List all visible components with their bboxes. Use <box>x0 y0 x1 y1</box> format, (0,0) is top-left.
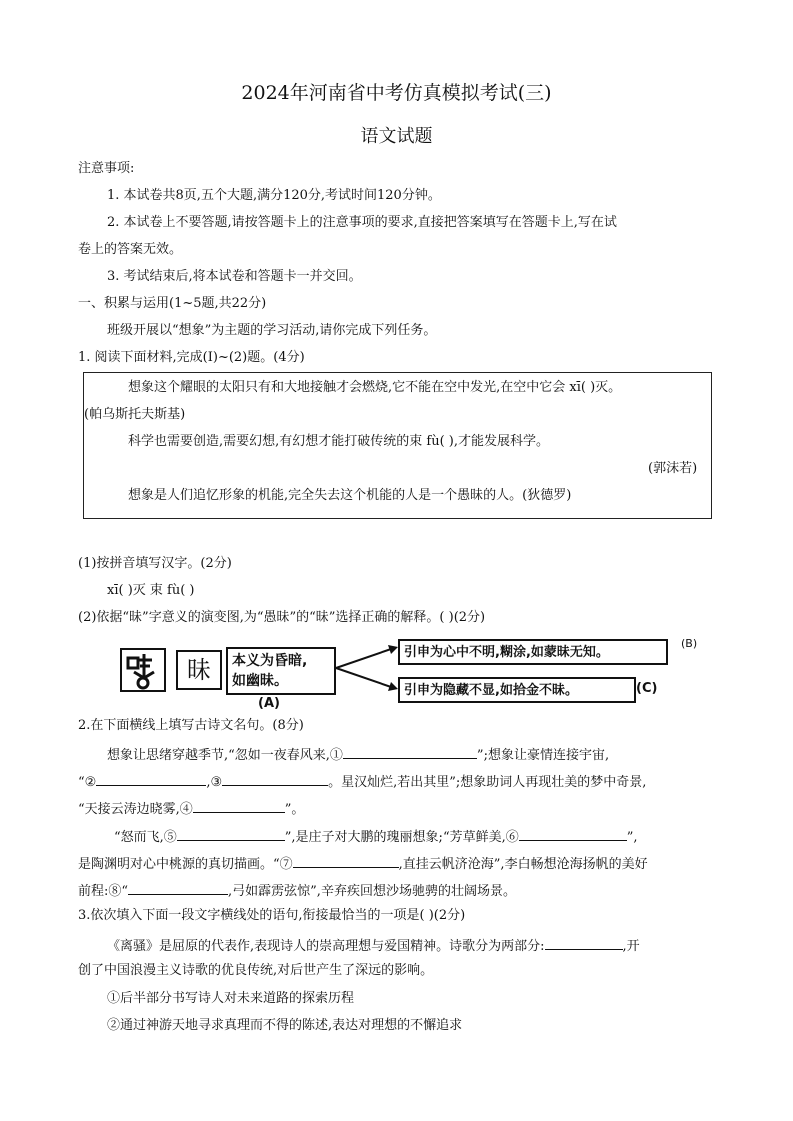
poem-text: ”, <box>626 830 638 845</box>
char-box: 昧 <box>176 650 222 690</box>
notice-item-2: 2. 本试卷上不要答题,请按答题卡上的注意事项的要求,直接把答案填写在答题卡上,写在试 <box>107 215 617 230</box>
subquestion-2: (2)依据“昧”字意义的演变图,为“愚昧”的“昧”选择正确的解释。( )(2分) <box>78 610 486 625</box>
answer-blank-4[interactable] <box>193 798 285 813</box>
label-a: (A) <box>258 696 280 711</box>
question-3: 3.依次填入下面一段文字横线处的语句,衔接最恰当的一项是( )(2分) <box>78 908 466 923</box>
material-p1: 想象这个耀眼的太阳只有和大地接触才会燃烧,它不能在空中发光,在空中它会 xī( )灭。 <box>128 380 622 395</box>
branch-b-box: 引申为心中不明,糊涂,如蒙昧无知。 <box>398 639 668 665</box>
poem-text: “怒而飞,⑤ <box>114 830 177 845</box>
branch-arrows <box>334 640 400 696</box>
poem-line-5 <box>78 853 648 874</box>
q3-option-1: ①后半部分书写诗人对未来道路的探索历程 <box>107 991 355 1006</box>
answer-blank-2[interactable] <box>96 771 206 786</box>
question-2: 2.在下面横线上填写古诗文名句。(8分) <box>78 718 304 733</box>
passage-text: 《离骚》是屈原的代表作,表现诗人的崇高理想与爱国精神。诗歌分为两部分: <box>107 939 545 954</box>
section-intro: 班级开展以“想象”为主题的学习活动,请你完成下列任务。 <box>107 323 437 338</box>
notice-heading: 注意事项: <box>78 161 135 176</box>
answer-blank-1[interactable] <box>343 744 477 759</box>
label-b: (B) <box>681 637 698 650</box>
page-title: 2024年河南省中考仿真模拟考试(三) <box>241 82 552 104</box>
page-subtitle: 语文试题 <box>360 126 433 147</box>
ancient-glyph-icon <box>120 648 166 692</box>
answer-blank-3[interactable] <box>222 771 328 786</box>
notice-item-1: 1. 本试卷共8页,五个大题,满分120分,考试时间120分钟。 <box>107 188 441 203</box>
subquestion-1-answer: xī( )灭 束 fù( ) <box>107 583 195 598</box>
material-p1-source: (帕乌斯托夫斯基) <box>84 407 186 422</box>
answer-blank-6[interactable] <box>519 826 627 841</box>
subquestion-1: (1)按拼音填写汉字。(2分) <box>78 556 232 571</box>
material-p2: 科学也需要创造,需要幻想,有幻想才能打破传统的束 fù( ),才能发展科学。 <box>128 434 549 449</box>
material-p2-source: (郭沫若) <box>648 461 698 476</box>
origin-text: 本义为昏暗, <box>232 653 308 669</box>
poem-text: ”,是庄子对大鹏的瑰丽想象;“芳草鲜美,⑥ <box>284 830 519 845</box>
poem-text: “② <box>78 775 97 790</box>
q3-answer-blank[interactable] <box>545 935 623 950</box>
question-1: 1. 阅读下面材料,完成(Ⅰ)~(2)题。(4分) <box>78 350 305 365</box>
notice-item-2-cont: 卷上的答案无效。 <box>78 242 183 257</box>
q3-passage-line-1 <box>107 935 640 956</box>
poem-text: ”;想象让豪情连接宇宙, <box>476 748 610 763</box>
origin-box <box>226 647 336 695</box>
branch-c-box: 引申为隐藏不显,如拾金不昧。 <box>398 677 636 703</box>
answer-blank-5[interactable] <box>177 826 285 841</box>
poem-line-2 <box>78 771 646 792</box>
poem-text: ,③ <box>206 775 223 790</box>
poem-text: ,直挂云帆济沧海”,李白畅想沧海扬帆的美好 <box>398 857 648 872</box>
poem-line-1 <box>107 744 609 765</box>
answer-blank-8[interactable] <box>128 880 228 895</box>
poem-text: 。星汉灿烂,若出其里”;想象助词人再现壮美的梦中奇景, <box>328 775 647 790</box>
notice-item-3: 3. 考试结束后,将本试卷和答题卡一并交回。 <box>107 269 362 284</box>
q3-option-2: ②通过神游天地寻求真理而不得的陈述,表达对理想的不懈追求 <box>107 1018 463 1033</box>
poem-text: ,弓如霹雳弦惊”,辛弃疾回想沙场驰骋的壮阔场景。 <box>228 884 516 899</box>
label-c: (C) <box>636 681 658 696</box>
poem-text: 是陶渊明对心中桃源的真切描画。“⑦ <box>78 857 293 872</box>
poem-text: 想象让思绪穿越季节,“忽如一夜春风来,① <box>107 748 343 763</box>
poem-text: 前程:⑧“ <box>78 884 129 899</box>
poem-line-3 <box>78 798 304 819</box>
origin-text-2: 如幽昧。 <box>232 673 288 689</box>
poem-line-4 <box>114 826 638 847</box>
material-p3: 想象是人们追忆形象的机能,完全失去这个机能的人是一个愚昧的人。(狄德罗) <box>128 488 572 503</box>
answer-blank-7[interactable] <box>293 853 399 868</box>
q3-passage-line-2: 创了中国浪漫主义诗歌的优良传统,对后世产生了深远的影响。 <box>78 963 434 978</box>
poem-text: “天接云涛边晓雾,④ <box>78 802 193 817</box>
poem-text: ”。 <box>284 802 305 817</box>
poem-line-6 <box>78 880 516 901</box>
section-heading: 一、积累与运用(1~5题,共22分) <box>78 296 267 311</box>
passage-text: ,开 <box>622 939 640 954</box>
